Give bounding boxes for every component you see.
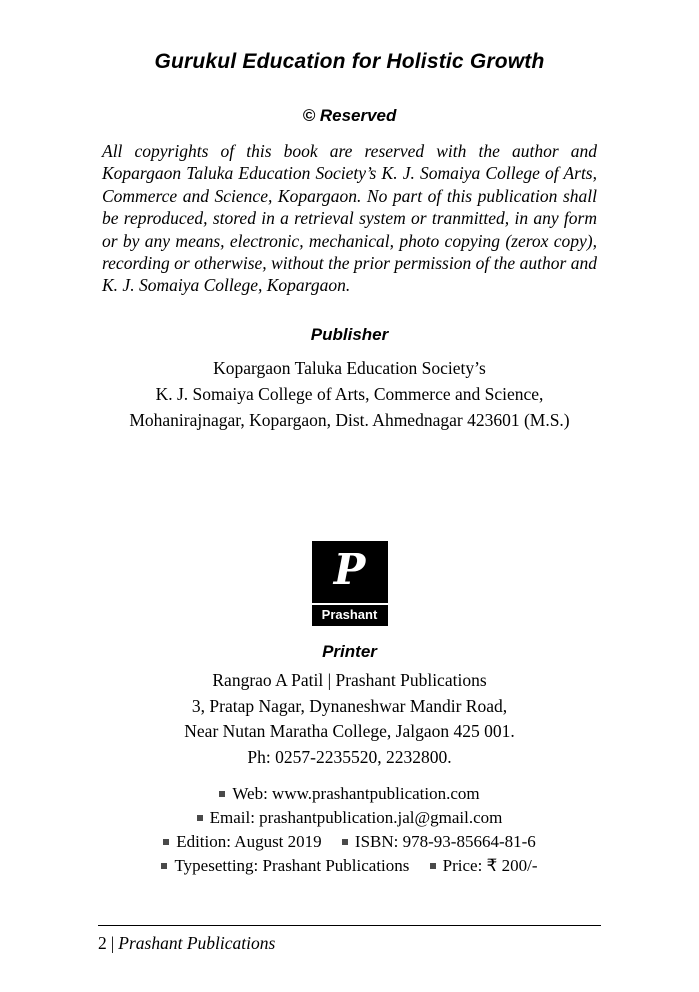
publisher-line-address: Mohanirajnagar, Kopargaon, Dist. Ahmednagar 423601 (M.S.) (129, 410, 570, 431)
copyright-notice: All copyrights of this book are reserved with the author and Kopargaon Taluka Education Society’s K. J. Somaiya College of Arts, Commerce and Science, Kopargaon. No part of this publication shall be reproduced, stored in a retrieval system or tranmitted, in any form or by any means, electronic, mechanical, photo copying (zerox copy), recording or otherwise, without the prior permission of the author and K. J. Somaiya College, Kopargaon. (102, 141, 597, 296)
bullet-square-icon (430, 863, 436, 869)
publisher-line-society: Kopargaon Taluka Education Society’s (213, 357, 486, 378)
detail-email (197, 806, 503, 830)
publisher-heading: Publisher (310, 324, 389, 344)
detail-web (219, 782, 479, 806)
footer-divider: | (110, 933, 115, 953)
detail-typesetting (161, 854, 409, 878)
detail-price (430, 854, 538, 878)
publisher-info (102, 355, 597, 434)
detail-isbn (342, 830, 536, 854)
email-text: Email: prashantpublication.jal@gmail.com (209, 808, 503, 828)
book-title: Gurukul Education for Holistic Growth (154, 50, 545, 73)
logo-name: Prashant (312, 603, 388, 626)
bullet-square-icon (342, 839, 348, 845)
detail-row-email (102, 806, 597, 830)
logo-box (312, 541, 388, 603)
edition-text: Edition: August 2019 (176, 832, 322, 852)
detail-row-web (102, 782, 597, 806)
bullet-square-icon (161, 863, 167, 869)
web-text: Web: www.prashantpublication.com (232, 783, 480, 803)
detail-row-edition-isbn (102, 830, 597, 854)
bullet-square-icon (163, 839, 169, 845)
publication-details (102, 782, 597, 879)
footer-publisher: Prashant Publications (118, 933, 276, 953)
prashant-logo (312, 541, 388, 626)
logo-p-icon: P (333, 545, 366, 595)
isbn-text: ISBN: 978-93-85664-81-6 (354, 832, 536, 852)
page-number: 2 (98, 933, 107, 953)
detail-edition (163, 830, 321, 854)
printer-heading: Printer (322, 642, 377, 662)
printer-info (102, 668, 597, 770)
printer-line-area: Near Nutan Maratha College, Jalgaon 425 001. (184, 721, 515, 742)
printer-line-phone: Ph: 0257-2235520, 2232800. (247, 746, 452, 767)
reserved-heading: © Reserved (302, 106, 397, 125)
detail-row-typesetting-price (102, 854, 597, 878)
printer-line-name: Rangrao A Patil | Prashant Publications (212, 670, 487, 691)
typesetting-text: Typesetting: Prashant Publications (174, 856, 410, 876)
page-footer (98, 925, 601, 954)
bullet-square-icon (219, 791, 225, 797)
publisher-line-college: K. J. Somaiya College of Arts, Commerce and Science, (155, 383, 544, 404)
printer-line-street: 3, Pratap Nagar, Dynaneshwar Mandir Road, (191, 695, 508, 716)
price-text: Price: ₹ 200/- (442, 856, 538, 876)
bullet-square-icon (197, 815, 203, 821)
